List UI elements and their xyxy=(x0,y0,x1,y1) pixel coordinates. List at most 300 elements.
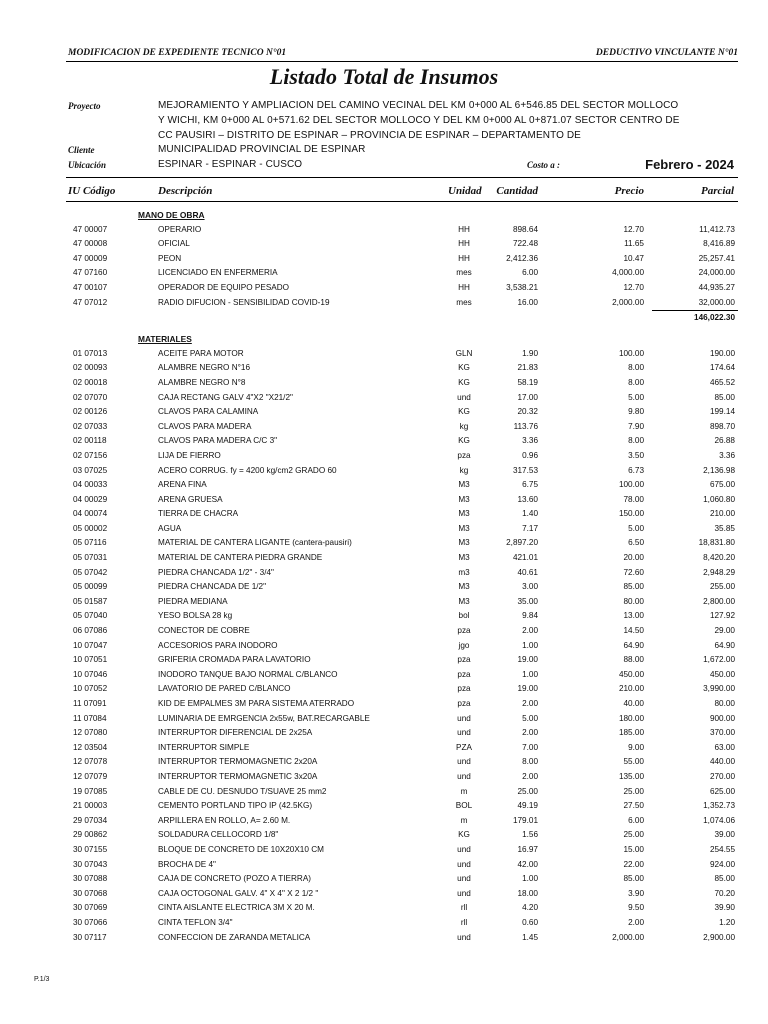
item-partial: 1.20 xyxy=(719,917,735,927)
col-cantidad: Cantidad xyxy=(496,185,538,197)
item-quantity: 4.20 xyxy=(522,903,538,913)
item-quantity: 2.00 xyxy=(522,699,538,708)
item-quantity: 421.01 xyxy=(512,553,538,563)
section-header-row xyxy=(0,332,768,347)
table-row xyxy=(0,493,768,508)
item-unit: und xyxy=(457,874,471,884)
item-quantity: 17.00 xyxy=(517,392,538,402)
item-unit: M3 xyxy=(458,494,470,504)
item-price: 9.80 xyxy=(628,407,644,417)
item-price: 185.00 xyxy=(618,728,644,738)
item-code: 30 07066 xyxy=(73,917,108,927)
item-description: CAJA OCTOGONAL GALV. 4" X 4" X 2 1/2 " xyxy=(158,888,319,898)
table-row xyxy=(0,566,768,581)
item-partial: 32,000.00 xyxy=(698,297,735,307)
item-code: 47 00107 xyxy=(73,282,108,292)
item-price: 100.00 xyxy=(618,348,644,358)
item-quantity: 1.40 xyxy=(522,509,538,519)
item-partial: 127.92 xyxy=(709,611,735,621)
item-code: 03 07025 xyxy=(73,465,108,475)
item-price: 10.47 xyxy=(623,253,644,263)
item-code: 47 07012 xyxy=(73,297,108,307)
item-price: 78.00 xyxy=(623,494,644,504)
header-document-label: DEDUCTIVO VINCULANTE N°01 xyxy=(595,48,738,58)
table-row xyxy=(0,624,768,639)
table-row xyxy=(0,580,768,595)
item-description: AGUA xyxy=(158,523,182,533)
item-quantity: 42.00 xyxy=(517,859,538,869)
item-description: CLAVOS PARA CALAMINA xyxy=(158,407,259,417)
item-quantity: 18.00 xyxy=(517,888,538,898)
item-description: LICENCIADO EN ENFERMERIA xyxy=(158,268,278,278)
item-code: 05 07116 xyxy=(73,538,107,548)
item-partial: 39.90 xyxy=(714,903,735,913)
item-code: 02 00093 xyxy=(73,363,108,373)
item-price: 210.00 xyxy=(618,684,644,694)
item-code: 30 07155 xyxy=(73,844,108,854)
item-price: 64.90 xyxy=(623,640,644,650)
item-partial: 450.00 xyxy=(709,669,735,679)
table-row xyxy=(0,785,768,800)
item-code: 02 07033 xyxy=(73,421,108,431)
item-partial: 3.36 xyxy=(719,450,735,460)
item-unit: und xyxy=(457,771,471,781)
table-row xyxy=(0,843,768,858)
item-description: PIEDRA CHANCADA DE 1/2" xyxy=(158,582,267,592)
table-row xyxy=(0,551,768,566)
item-description: ACEITE PARA MOTOR xyxy=(158,348,244,358)
item-price: 100.00 xyxy=(618,480,644,490)
col-iu-codigo: IU Código xyxy=(68,185,116,197)
item-unit: KG xyxy=(458,436,470,446)
table-row xyxy=(0,697,768,712)
costo-value: Febrero - 2024 xyxy=(645,157,734,172)
item-unit: HH xyxy=(458,253,470,263)
item-description: INTERRUPTOR DIFERENCIAL DE 2x25A xyxy=(158,728,313,738)
item-code: 12 07078 xyxy=(73,757,108,767)
item-unit: KG xyxy=(458,363,470,373)
item-price: 25.00 xyxy=(623,830,644,840)
item-partial: 199.14 xyxy=(709,407,735,417)
item-description: INTERRUPTOR TERMOMAGNETIC 2x20A xyxy=(158,757,318,767)
item-code: 02 00118 xyxy=(73,436,107,446)
item-price: 4,000.00 xyxy=(612,268,644,278)
item-quantity: 722.48 xyxy=(512,239,538,249)
table-row xyxy=(0,223,768,238)
item-description: ARENA FINA xyxy=(158,480,207,490)
item-partial: 1,352.73 xyxy=(703,801,735,811)
insumos-table xyxy=(0,208,768,945)
item-price: 12.70 xyxy=(623,224,644,234)
item-price: 8.00 xyxy=(628,377,644,387)
item-quantity: 3.36 xyxy=(522,436,538,446)
item-unit: pza xyxy=(457,626,471,636)
item-code: 30 07117 xyxy=(73,932,107,942)
table-row xyxy=(0,361,768,376)
item-description: LAVATORIO DE PARED C/BLANCO xyxy=(158,684,291,694)
item-partial: 18,831.80 xyxy=(698,538,735,548)
item-quantity: 1.00 xyxy=(522,874,538,884)
table-row xyxy=(0,770,768,785)
item-code: 10 07052 xyxy=(73,684,108,694)
table-row xyxy=(0,252,768,267)
cliente-label: Cliente xyxy=(68,145,95,155)
page-title: Listado Total de Insumos xyxy=(269,64,499,89)
item-quantity: 7.17 xyxy=(522,523,538,533)
item-price: 5.00 xyxy=(628,523,644,533)
item-price: 11.65 xyxy=(624,239,644,249)
table-row xyxy=(0,449,768,464)
item-price: 25.00 xyxy=(623,786,644,796)
item-quantity: 2.00 xyxy=(522,626,538,636)
table-row xyxy=(0,712,768,727)
item-description: BLOQUE DE CONCRETO DE 10X20X10 CM xyxy=(158,844,324,854)
item-price: 6.00 xyxy=(628,815,644,825)
item-quantity: 1.00 xyxy=(522,640,538,650)
item-partial: 625.00 xyxy=(709,786,735,796)
item-unit: und xyxy=(457,713,471,723)
item-partial: 29.00 xyxy=(714,626,735,636)
item-description: TIERRA DE CHACRA xyxy=(158,509,239,519)
item-price: 2,000.00 xyxy=(612,932,644,942)
item-partial: 924.00 xyxy=(709,859,735,869)
item-code: 02 00126 xyxy=(73,407,108,417)
item-partial: 675.00 xyxy=(709,480,735,490)
table-row xyxy=(0,828,768,843)
item-quantity: 1.90 xyxy=(522,348,538,358)
item-partial: 2,948.29 xyxy=(703,567,735,577)
item-partial: 80.00 xyxy=(714,699,735,708)
item-quantity: 8.00 xyxy=(522,757,538,767)
item-partial: 25,257.41 xyxy=(698,253,735,263)
section-total: 146,022.30 xyxy=(694,313,735,323)
item-quantity: 16.97 xyxy=(517,844,538,854)
item-partial: 11,412.73 xyxy=(699,224,735,234)
item-description: LIJA DE FIERRO xyxy=(158,450,221,460)
item-code: 29 07034 xyxy=(73,815,108,825)
item-quantity: 3,538.21 xyxy=(506,282,538,292)
item-partial: 210.00 xyxy=(709,509,735,519)
item-price: 72.60 xyxy=(623,567,644,577)
item-partial: 1,060.80 xyxy=(703,494,735,504)
item-unit: und xyxy=(457,859,471,869)
item-code: 04 00033 xyxy=(73,480,108,490)
item-price: 14.50 xyxy=(623,626,644,636)
item-quantity: 19.00 xyxy=(517,684,538,694)
item-price: 150.00 xyxy=(618,509,644,519)
item-partial: 85.00 xyxy=(714,392,735,402)
item-partial: 85.00 xyxy=(714,874,735,884)
item-unit: und xyxy=(457,888,471,898)
item-quantity: 5.00 xyxy=(522,713,538,723)
item-partial: 63.00 xyxy=(714,742,735,752)
col-parcial: Parcial xyxy=(701,185,734,197)
table-row xyxy=(0,536,768,551)
item-code: 04 00074 xyxy=(73,509,108,519)
item-unit: und xyxy=(457,757,471,767)
item-code: 11 07091 xyxy=(73,699,107,708)
item-quantity: 113.76 xyxy=(513,421,538,431)
item-code: 12 07080 xyxy=(73,728,108,738)
item-price: 80.00 xyxy=(623,596,644,606)
item-partial: 26.88 xyxy=(714,436,735,446)
item-quantity: 20.32 xyxy=(517,407,538,417)
item-partial: 900.00 xyxy=(709,713,735,723)
table-row xyxy=(0,281,768,296)
table-row xyxy=(0,376,768,391)
proyecto-line-1: MEJORAMIENTO Y AMPLIACION DEL CAMINO VECINAL DEL KM 0+000 AL 6+546.85 DEL SECTOR MOLLOCO xyxy=(158,100,679,111)
item-description: LUMINARIA DE EMRGENCIA 2x55w, BAT.RECARGABLE xyxy=(158,713,370,723)
item-unit: pza xyxy=(457,684,471,694)
item-price: 15.00 xyxy=(623,844,644,854)
item-unit: und xyxy=(457,932,471,942)
item-code: 30 07088 xyxy=(73,874,108,884)
item-code: 12 07079 xyxy=(73,771,108,781)
table-row xyxy=(0,420,768,435)
table-row xyxy=(0,931,768,946)
table-row xyxy=(0,872,768,887)
item-code: 47 00007 xyxy=(73,224,108,234)
table-row xyxy=(0,296,768,311)
header-divider xyxy=(66,61,738,62)
col-unidad: Unidad xyxy=(448,185,482,197)
item-quantity: 13.60 xyxy=(517,494,538,504)
table-row xyxy=(0,901,768,916)
item-code: 05 00002 xyxy=(73,523,108,533)
item-unit: bol xyxy=(458,611,470,621)
item-unit: KG xyxy=(458,830,470,840)
item-unit: und xyxy=(457,844,471,854)
item-partial: 70.20 xyxy=(714,888,735,898)
column-header-divider xyxy=(66,201,738,202)
item-quantity: 317.53 xyxy=(512,465,538,475)
item-description: CINTA AISLANTE ELECTRICA 3M X 20 M. xyxy=(158,903,315,913)
table-row xyxy=(0,609,768,624)
item-price: 3.90 xyxy=(628,888,644,898)
item-quantity: 898.64 xyxy=(512,224,538,234)
item-partial: 39.00 xyxy=(714,830,735,840)
item-code: 10 07051 xyxy=(73,655,108,665)
cliente-value: MUNICIPALIDAD PROVINCIAL DE ESPINAR xyxy=(158,144,366,155)
item-price: 7.90 xyxy=(628,421,644,431)
item-unit: M3 xyxy=(458,553,470,563)
item-unit: und xyxy=(457,728,471,738)
item-unit: mes xyxy=(456,297,472,307)
item-unit: M3 xyxy=(458,509,470,519)
item-partial: 8,416.89 xyxy=(703,239,735,249)
item-description: ACERO CORRUG. fy = 4200 kg/cm2 GRADO 60 xyxy=(158,465,337,475)
item-partial: 255.00 xyxy=(709,582,735,592)
item-code: 11 07084 xyxy=(73,713,107,723)
proyecto-label: Proyecto xyxy=(68,101,101,111)
item-code: 05 07042 xyxy=(73,567,108,577)
item-quantity: 0.60 xyxy=(522,917,538,927)
item-description: RADIO DIFUCION - SENSIBILIDAD COVID-19 xyxy=(158,297,330,307)
item-description: PIEDRA CHANCADA 1/2" - 3/4" xyxy=(158,567,274,577)
item-partial: 898.70 xyxy=(709,421,735,431)
item-unit: M3 xyxy=(458,596,470,606)
item-price: 20.00 xyxy=(623,553,644,563)
item-description: OPERADOR DE EQUIPO PESADO xyxy=(158,282,290,292)
item-description: CEMENTO PORTLAND TIPO IP (42.5KG) xyxy=(158,801,313,811)
item-unit: m3 xyxy=(458,567,470,577)
table-row xyxy=(0,741,768,756)
ubicacion-value: ESPINAR - ESPINAR - CUSCO xyxy=(158,159,303,170)
page-number: P.1/3 xyxy=(34,976,50,983)
item-price: 2.00 xyxy=(628,917,644,927)
item-code: 30 07043 xyxy=(73,859,108,869)
item-unit: HH xyxy=(458,224,470,234)
item-quantity: 2,897.20 xyxy=(506,538,538,548)
col-precio: Precio xyxy=(614,185,644,197)
item-partial: 1,074.06 xyxy=(703,815,735,825)
item-quantity: 49.19 xyxy=(517,801,538,811)
item-price: 2,000.00 xyxy=(612,297,644,307)
item-unit: pza xyxy=(457,669,471,679)
item-partial: 440.00 xyxy=(709,757,735,767)
item-price: 135.00 xyxy=(618,771,644,781)
item-partial: 35.85 xyxy=(714,523,735,533)
item-code: 05 07031 xyxy=(73,553,108,563)
item-unit: KG xyxy=(458,377,470,387)
item-description: CLAVOS PARA MADERA C/C 3" xyxy=(158,436,278,446)
item-quantity: 179.01 xyxy=(512,815,538,825)
col-descripcion: Descripción xyxy=(158,185,213,197)
item-quantity: 2.00 xyxy=(522,728,538,738)
item-unit: KG xyxy=(458,407,470,417)
item-description: SOLDADURA CELLOCORD 1/8" xyxy=(158,830,279,840)
item-unit: mes xyxy=(456,268,472,278)
item-partial: 2,136.98 xyxy=(703,465,735,475)
item-quantity: 1.45 xyxy=(522,932,538,942)
item-description: OFICIAL xyxy=(158,239,190,249)
item-description: OPERARIO xyxy=(158,224,202,234)
info-divider xyxy=(66,177,738,178)
item-description: ALAMBRE NEGRO N°8 xyxy=(158,377,246,387)
item-code: 05 07040 xyxy=(73,611,108,621)
table-row xyxy=(0,887,768,902)
table-row xyxy=(0,799,768,814)
item-code: 02 07156 xyxy=(73,450,108,460)
item-quantity: 2,412.36 xyxy=(506,253,538,263)
item-unit: kg xyxy=(459,465,469,475)
item-description: INTERRUPTOR TERMOMAGNETIC 3x20A xyxy=(158,771,318,781)
table-row xyxy=(0,668,768,683)
section-header-row xyxy=(0,208,768,223)
item-code: 30 07069 xyxy=(73,903,108,913)
item-partial: 24,000.00 xyxy=(698,268,735,278)
item-unit: pza xyxy=(457,450,471,460)
item-partial: 465.52 xyxy=(709,377,735,387)
item-price: 12.70 xyxy=(623,282,644,292)
item-partial: 2,800.00 xyxy=(703,596,735,606)
item-quantity: 40.61 xyxy=(517,567,538,577)
item-unit: pza xyxy=(457,655,471,665)
item-partial: 254.55 xyxy=(709,844,735,854)
item-unit: HH xyxy=(458,282,470,292)
table-row xyxy=(0,405,768,420)
item-code: 19 07085 xyxy=(73,786,108,796)
table-row xyxy=(0,478,768,493)
item-code: 47 00009 xyxy=(73,253,108,263)
item-price: 9.00 xyxy=(628,742,644,752)
item-description: CABLE DE CU. DESNUDO T/SUAVE 25 mm2 xyxy=(158,786,327,796)
item-code: 29 00862 xyxy=(73,830,108,840)
item-code: 47 07160 xyxy=(73,268,108,278)
item-quantity: 16.00 xyxy=(517,297,538,307)
item-code: 04 00029 xyxy=(73,494,108,504)
item-quantity: 2.00 xyxy=(522,771,538,781)
item-unit: GLN xyxy=(455,348,473,358)
item-description: CLAVOS PARA MADERA xyxy=(158,421,252,431)
item-code: 02 07070 xyxy=(73,392,108,402)
item-quantity: 1.00 xyxy=(522,669,538,679)
item-unit: und xyxy=(457,392,471,402)
proyecto-line-2: Y WICHI, KM 0+000 AL 0+571.62 DEL SECTOR MOLLOCO Y DEL KM 0+000 AL 0+871.07 SECTOR CENTRO DE xyxy=(158,115,680,126)
item-description: CONECTOR DE COBRE xyxy=(158,626,250,636)
item-description: MATERIAL DE CANTERA LIGANTE (cantera-pausiri) xyxy=(158,538,352,548)
table-row xyxy=(0,464,768,479)
item-code: 10 07046 xyxy=(73,669,108,679)
table-row xyxy=(0,522,768,537)
item-price: 8.00 xyxy=(628,363,644,373)
item-quantity: 6.75 xyxy=(522,480,538,490)
item-unit: jgo xyxy=(458,640,470,650)
item-unit: rll xyxy=(460,903,468,913)
table-row xyxy=(0,237,768,252)
item-quantity: 19.00 xyxy=(517,655,538,665)
item-unit: BOL xyxy=(455,801,473,811)
item-code: 01 07013 xyxy=(73,348,108,358)
table-row xyxy=(0,814,768,829)
header-project-label: MODIFICACION DE EXPEDIENTE TECNICO N°01 xyxy=(68,48,287,58)
section-title: MATERIALES xyxy=(138,334,192,345)
item-unit: m xyxy=(460,786,468,796)
item-code: 05 01587 xyxy=(73,596,108,606)
item-price: 5.00 xyxy=(628,392,644,402)
item-price: 85.00 xyxy=(623,582,644,592)
item-quantity: 3.00 xyxy=(522,582,538,592)
item-quantity: 9.84 xyxy=(522,611,538,621)
item-description: INTERRUPTOR SIMPLE xyxy=(158,742,250,752)
table-row xyxy=(0,755,768,770)
item-quantity: 1.56 xyxy=(522,830,538,840)
item-partial: 8,420.20 xyxy=(703,553,735,563)
item-price: 40.00 xyxy=(623,699,644,708)
section-total-row xyxy=(0,310,768,326)
table-row xyxy=(0,726,768,741)
table-row xyxy=(0,682,768,697)
table-row xyxy=(0,347,768,362)
item-description: MATERIAL DE CANTERA PIEDRA GRANDE xyxy=(158,553,323,563)
item-unit: PZA xyxy=(456,742,472,752)
item-price: 22.00 xyxy=(623,859,644,869)
item-quantity: 25.00 xyxy=(517,786,538,796)
table-row xyxy=(0,639,768,654)
item-description: CAJA RECTANG GALV 4"X2 "X21/2" xyxy=(158,392,293,402)
item-code: 06 07086 xyxy=(73,626,108,636)
item-price: 55.00 xyxy=(623,757,644,767)
costo-label: Costo a : xyxy=(527,160,561,170)
item-partial: 270.00 xyxy=(709,771,735,781)
item-description: INODORO TANQUE BAJO NORMAL C/BLANCO xyxy=(158,669,338,679)
item-description: KID DE EMPALMES 3M PARA SISTEMA ATERRADO xyxy=(158,699,355,708)
item-partial: 64.90 xyxy=(714,640,735,650)
item-code: 12 03504 xyxy=(73,742,108,752)
item-code: 21 00003 xyxy=(73,801,108,811)
item-description: CINTA TEFLON 3/4" xyxy=(158,917,233,927)
item-quantity: 21.83 xyxy=(517,363,538,373)
